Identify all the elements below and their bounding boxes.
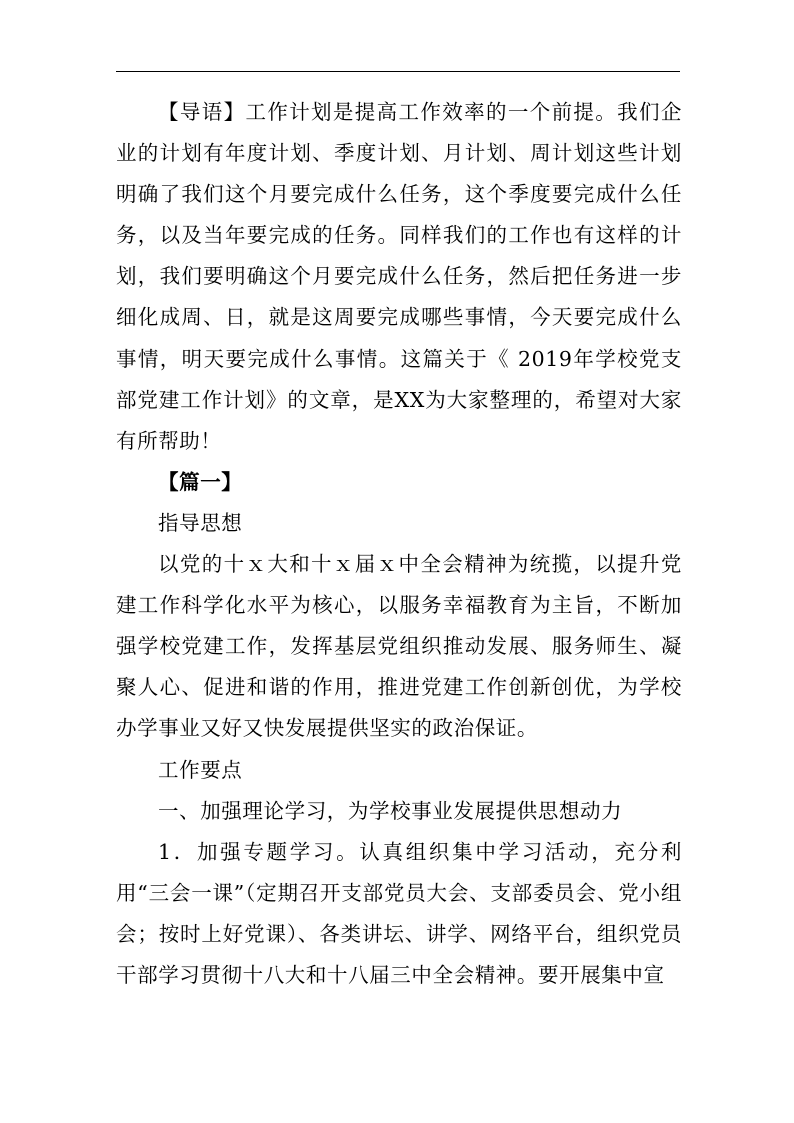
intro-paragraph: 【导语】工作计划是提高工作效率的一个前提。我们企业的计划有年度计划、季度计划、月计划、周计划这些计划明确了我们这个月要完成什么任务，这个季度要完成什么任务，以及当年要完成的任务。同样我们的工作也有这样的计划，我们要明确这个月要完成什么任务，然后把任务进一步细化成周、日，就是这周要完成哪些事情，今天要完成什么事情，明天要完成什么事情。这篇关于《 2019年学校党支部党建工作计划》的文章，是XX为大家整理的，希望对大家有所帮助！ — [116, 100, 682, 453]
header-rule — [116, 71, 680, 72]
heading-work-points: 工作要点 — [158, 757, 243, 782]
document-body — [116, 92, 682, 996]
work-item-one-paragraph: 1．加强专题学习。认真组织集中学习活动，充分利用“三会一课”（定期召开支部党员大会、支部委员会、党小组会；按时上好党课）、各类讲坛、讲学、网络平台，组织党员干部学习贯彻十八大和十八届三中全会精神。要开展集中宣 — [116, 839, 682, 987]
section-title: 【篇一】 — [158, 469, 243, 494]
heading-guiding-thought: 指导思想 — [158, 510, 243, 535]
work-point-one: 一、加强理论学习，为学校事业发展提供思想动力 — [158, 798, 623, 823]
guiding-thought-paragraph: 以党的十ｘ大和十ｘ届ｘ中全会精神为统揽，以提升党建工作科学化水平为核心，以服务幸福教育为主旨，不断加强学校党建工作，发挥基层党组织推动发展、服务师生、凝聚人心、促进和谐的作用，推进党建工作创新创优，为学校办学事业又好又快发展提供坚实的政治保证。 — [116, 552, 682, 741]
